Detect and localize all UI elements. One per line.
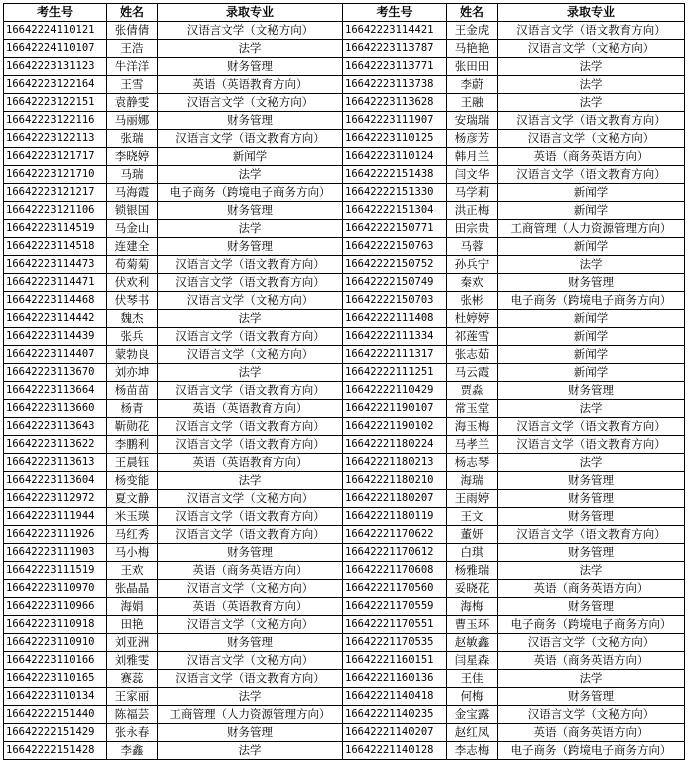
student-name-cell: 马小梅 (107, 544, 158, 562)
table-row (4, 256, 685, 274)
student-name-cell: 马蓉 (447, 238, 498, 256)
exam-id-cell: 16642221170559 (343, 598, 447, 616)
student-name-cell: 王融 (447, 94, 498, 112)
major-cell: 汉语言文学（文秘方向） (158, 616, 343, 634)
exam-id-cell: 16642222151428 (4, 742, 107, 760)
header-exam-id-right: 考生号 (343, 4, 447, 22)
student-name-cell: 王雪 (107, 76, 158, 94)
major-cell: 汉语言文学（语文教育方向） (498, 112, 685, 130)
major-cell: 汉语言文学（文秘方向） (158, 580, 343, 598)
exam-id-cell: 16642223110918 (4, 616, 107, 634)
exam-id-cell: 16642223110125 (343, 130, 447, 148)
major-cell: 财务管理 (158, 724, 343, 742)
exam-id-cell: 16642222150752 (343, 256, 447, 274)
student-name-cell: 刘雅雯 (107, 652, 158, 670)
student-name-cell: 王家丽 (107, 688, 158, 706)
major-cell: 电子商务（跨境电子商务方向） (498, 616, 685, 634)
student-name-cell: 常玉堂 (447, 400, 498, 418)
exam-id-cell: 16642221180119 (343, 508, 447, 526)
student-name-cell: 孙兵宁 (447, 256, 498, 274)
student-name-cell: 白琪 (447, 544, 498, 562)
exam-id-cell: 16642223111903 (4, 544, 107, 562)
student-name-cell: 刘亚洲 (107, 634, 158, 652)
exam-id-cell: 16642222110429 (343, 382, 447, 400)
student-name-cell: 金宝露 (447, 706, 498, 724)
major-cell: 法学 (498, 58, 685, 76)
student-name-cell: 张晶晶 (107, 580, 158, 598)
major-cell: 汉语言文学（文秘方向） (158, 346, 343, 364)
major-cell: 汉语言文学（文秘方向） (498, 40, 685, 58)
exam-id-cell: 16642222151429 (4, 724, 107, 742)
table-row (4, 454, 685, 472)
student-name-cell: 王金虎 (447, 22, 498, 40)
student-name-cell: 海玉梅 (447, 418, 498, 436)
exam-id-cell: 16642222150763 (343, 238, 447, 256)
exam-id-cell: 16642223122151 (4, 94, 107, 112)
major-cell: 汉语言文学（语文教育方向） (158, 526, 343, 544)
major-cell: 汉语言文学（语文教育方向） (158, 274, 343, 292)
major-cell: 财务管理 (498, 598, 685, 616)
student-name-cell: 赛蕊 (107, 670, 158, 688)
header-name-left: 姓名 (107, 4, 158, 22)
student-name-cell: 杨雅瑞 (447, 562, 498, 580)
exam-id-cell: 16642223113628 (343, 94, 447, 112)
major-cell: 汉语言文学（文秘方向） (158, 490, 343, 508)
major-cell: 汉语言文学（语文教育方向） (498, 166, 685, 184)
major-cell: 新闻学 (498, 184, 685, 202)
major-cell: 法学 (498, 670, 685, 688)
major-cell: 英语（商务英语方向） (158, 562, 343, 580)
student-name-cell: 靳勋花 (107, 418, 158, 436)
exam-id-cell: 16642223114468 (4, 292, 107, 310)
student-name-cell: 安瑞瑞 (447, 112, 498, 130)
exam-id-cell: 16642223113604 (4, 472, 107, 490)
student-name-cell: 董妍 (447, 526, 498, 544)
table-row (4, 490, 685, 508)
exam-id-cell: 16642223113660 (4, 400, 107, 418)
table-row (4, 544, 685, 562)
major-cell: 汉语言文学（语文教育方向） (158, 670, 343, 688)
major-cell: 财务管理 (498, 544, 685, 562)
major-cell: 法学 (158, 688, 343, 706)
student-name-cell: 连建全 (107, 238, 158, 256)
major-cell: 财务管理 (158, 202, 343, 220)
major-cell: 汉语言文学（语文教育方向） (498, 526, 685, 544)
student-name-cell: 马海霞 (107, 184, 158, 202)
exam-id-cell: 16642222151304 (343, 202, 447, 220)
student-name-cell: 杨苗苗 (107, 382, 158, 400)
table-row (4, 742, 685, 760)
exam-id-cell: 16642223114473 (4, 256, 107, 274)
exam-id-cell: 16642223111926 (4, 526, 107, 544)
exam-id-cell: 16642223113787 (343, 40, 447, 58)
major-cell: 工商管理（人力资源管理方向） (158, 706, 343, 724)
exam-id-cell: 16642222151440 (4, 706, 107, 724)
exam-id-cell: 16642223110966 (4, 598, 107, 616)
header-major-left: 录取专业 (158, 4, 343, 22)
major-cell: 英语（商务英语方向） (498, 148, 685, 166)
student-name-cell: 苟菊菊 (107, 256, 158, 274)
student-name-cell: 海娟 (107, 598, 158, 616)
exam-id-cell: 16642221190102 (343, 418, 447, 436)
exam-id-cell: 16642221180213 (343, 454, 447, 472)
major-cell: 财务管理 (158, 238, 343, 256)
student-name-cell: 李蔚 (447, 76, 498, 94)
table-row (4, 238, 685, 256)
major-cell: 财务管理 (158, 544, 343, 562)
exam-id-cell: 16642223110124 (343, 148, 447, 166)
student-name-cell: 李晓婷 (107, 148, 158, 166)
table-row (4, 184, 685, 202)
table-row (4, 652, 685, 670)
exam-id-cell: 16642223122164 (4, 76, 107, 94)
major-cell: 法学 (158, 166, 343, 184)
student-name-cell: 马学莉 (447, 184, 498, 202)
student-name-cell: 魏杰 (107, 310, 158, 328)
table-row (4, 94, 685, 112)
major-cell: 汉语言文学（语文教育方向） (158, 328, 343, 346)
student-name-cell: 赵红凤 (447, 724, 498, 742)
table-row (4, 220, 685, 238)
major-cell: 法学 (498, 400, 685, 418)
major-cell: 英语（商务英语方向） (498, 580, 685, 598)
table-row (4, 274, 685, 292)
major-cell: 财务管理 (158, 634, 343, 652)
major-cell: 新闻学 (498, 346, 685, 364)
student-name-cell: 何梅 (447, 688, 498, 706)
exam-id-cell: 16642223113771 (343, 58, 447, 76)
student-name-cell: 杨彦芳 (447, 130, 498, 148)
exam-id-cell: 16642221170612 (343, 544, 447, 562)
table-row (4, 688, 685, 706)
student-name-cell: 秦欢 (447, 274, 498, 292)
student-name-cell: 王雨婷 (447, 490, 498, 508)
exam-id-cell: 16642222150703 (343, 292, 447, 310)
student-name-cell: 马云霞 (447, 364, 498, 382)
student-name-cell: 张倩倩 (107, 22, 158, 40)
exam-id-cell: 16642222111334 (343, 328, 447, 346)
major-cell: 法学 (158, 472, 343, 490)
exam-id-cell: 16642222150749 (343, 274, 447, 292)
exam-id-cell: 16642223110134 (4, 688, 107, 706)
major-cell: 法学 (158, 220, 343, 238)
table-row (4, 436, 685, 454)
table-row (4, 616, 685, 634)
student-name-cell: 夏文静 (107, 490, 158, 508)
student-name-cell: 贾淼 (447, 382, 498, 400)
student-name-cell: 杜婷婷 (447, 310, 498, 328)
major-cell: 英语（英语教育方向） (158, 598, 343, 616)
major-cell: 法学 (158, 310, 343, 328)
exam-id-cell: 16642221190107 (343, 400, 447, 418)
student-name-cell: 王欢 (107, 562, 158, 580)
table-row (4, 508, 685, 526)
major-cell: 财务管理 (498, 472, 685, 490)
major-cell: 法学 (498, 94, 685, 112)
table-row (4, 22, 685, 40)
student-name-cell: 陈福芸 (107, 706, 158, 724)
major-cell: 汉语言文学（文秘方向） (498, 634, 685, 652)
student-name-cell: 米玉瑛 (107, 508, 158, 526)
table-row (4, 364, 685, 382)
major-cell: 汉语言文学（语文教育方向） (158, 508, 343, 526)
header-major-right: 录取专业 (498, 4, 685, 22)
header-exam-id-left: 考生号 (4, 4, 107, 22)
student-name-cell: 妥晓花 (447, 580, 498, 598)
exam-id-cell: 16642223122116 (4, 112, 107, 130)
student-name-cell: 闫星森 (447, 652, 498, 670)
table-row (4, 634, 685, 652)
major-cell: 新闻学 (158, 148, 343, 166)
student-name-cell: 李志梅 (447, 742, 498, 760)
exam-id-cell: 16642222111251 (343, 364, 447, 382)
major-cell: 汉语言文学（语文教育方向） (498, 436, 685, 454)
student-name-cell: 马红秀 (107, 526, 158, 544)
exam-id-cell: 16642223113664 (4, 382, 107, 400)
table-row (4, 598, 685, 616)
header-row (4, 4, 685, 22)
exam-id-cell: 16642221170560 (343, 580, 447, 598)
exam-id-cell: 16642221170551 (343, 616, 447, 634)
header-name-right: 姓名 (447, 4, 498, 22)
exam-id-cell: 16642222111408 (343, 310, 447, 328)
exam-id-cell: 16642223112972 (4, 490, 107, 508)
major-cell: 法学 (498, 562, 685, 580)
exam-id-cell: 16642223121217 (4, 184, 107, 202)
major-cell: 电子商务（跨境电子商务方向） (158, 184, 343, 202)
major-cell: 法学 (158, 40, 343, 58)
major-cell: 法学 (498, 454, 685, 472)
major-cell: 财务管理 (158, 58, 343, 76)
student-name-cell: 海瑞 (447, 472, 498, 490)
student-name-cell: 马丽娜 (107, 112, 158, 130)
major-cell: 英语（商务英语方向） (498, 724, 685, 742)
exam-id-cell: 16642223114519 (4, 220, 107, 238)
major-cell: 汉语言文学（文秘方向） (158, 292, 343, 310)
student-name-cell: 蒙勃良 (107, 346, 158, 364)
student-name-cell: 李鑫 (107, 742, 158, 760)
student-name-cell: 杨志琴 (447, 454, 498, 472)
exam-id-cell: 16642222111317 (343, 346, 447, 364)
major-cell: 汉语言文学（文秘方向） (158, 652, 343, 670)
student-name-cell: 李鹏利 (107, 436, 158, 454)
student-name-cell: 曹玉环 (447, 616, 498, 634)
table-row (4, 166, 685, 184)
student-name-cell: 祁莲雪 (447, 328, 498, 346)
exam-id-cell: 16642223110970 (4, 580, 107, 598)
exam-id-cell: 16642223113613 (4, 454, 107, 472)
major-cell: 新闻学 (498, 328, 685, 346)
exam-id-cell: 16642221140235 (343, 706, 447, 724)
major-cell: 汉语言文学（文秘方向） (158, 22, 343, 40)
table-row (4, 562, 685, 580)
major-cell: 财务管理 (498, 688, 685, 706)
student-name-cell: 张彬 (447, 292, 498, 310)
major-cell: 法学 (158, 742, 343, 760)
exam-id-cell: 16642221160136 (343, 670, 447, 688)
exam-id-cell: 16642223113622 (4, 436, 107, 454)
exam-id-cell: 16642221170608 (343, 562, 447, 580)
major-cell: 汉语言文学（语文教育方向） (158, 256, 343, 274)
admission-table (3, 3, 685, 760)
student-name-cell: 张志茹 (447, 346, 498, 364)
student-name-cell: 牛洋洋 (107, 58, 158, 76)
exam-id-cell: 16642221140418 (343, 688, 447, 706)
student-name-cell: 袁静雯 (107, 94, 158, 112)
table-row (4, 76, 685, 94)
student-name-cell: 张永春 (107, 724, 158, 742)
major-cell: 英语（英语教育方向） (158, 454, 343, 472)
table-row (4, 526, 685, 544)
exam-id-cell: 16642223114421 (343, 22, 447, 40)
exam-id-cell: 16642223121710 (4, 166, 107, 184)
exam-id-cell: 16642222151438 (343, 166, 447, 184)
major-cell: 法学 (158, 364, 343, 382)
exam-id-cell: 16642224110121 (4, 22, 107, 40)
major-cell: 汉语言文学（文秘方向） (158, 94, 343, 112)
student-name-cell: 锁银国 (107, 202, 158, 220)
exam-id-cell: 16642223110910 (4, 634, 107, 652)
major-cell: 汉语言文学（语文教育方向） (158, 436, 343, 454)
exam-id-cell: 16642223111519 (4, 562, 107, 580)
exam-id-cell: 16642221160151 (343, 652, 447, 670)
exam-id-cell: 16642221140207 (343, 724, 447, 742)
major-cell: 汉语言文学（语文教育方向） (498, 22, 685, 40)
table-row (4, 418, 685, 436)
student-name-cell: 伏琴书 (107, 292, 158, 310)
student-name-cell: 马瑞 (107, 166, 158, 184)
student-name-cell: 王佳 (447, 670, 498, 688)
major-cell: 英语（英语教育方向） (158, 76, 343, 94)
table-row (4, 328, 685, 346)
table-row (4, 670, 685, 688)
student-name-cell: 伏欢利 (107, 274, 158, 292)
exam-id-cell: 16642223113643 (4, 418, 107, 436)
student-name-cell: 张田田 (447, 58, 498, 76)
major-cell: 英语（商务英语方向） (498, 652, 685, 670)
exam-id-cell: 16642223114407 (4, 346, 107, 364)
exam-id-cell: 16642223113738 (343, 76, 447, 94)
student-name-cell: 田宗贵 (447, 220, 498, 238)
table-row (4, 130, 685, 148)
table-row (4, 112, 685, 130)
major-cell: 汉语言文学（语文教育方向） (158, 382, 343, 400)
major-cell: 财务管理 (498, 382, 685, 400)
exam-id-cell: 16642221170622 (343, 526, 447, 544)
exam-id-cell: 16642223111907 (343, 112, 447, 130)
exam-id-cell: 16642223114439 (4, 328, 107, 346)
major-cell: 汉语言文学（语文教育方向） (498, 418, 685, 436)
exam-id-cell: 16642221180224 (343, 436, 447, 454)
exam-id-cell: 16642221140128 (343, 742, 447, 760)
major-cell: 电子商务（跨境电子商务方向） (498, 742, 685, 760)
table-row (4, 202, 685, 220)
student-name-cell: 田艳 (107, 616, 158, 634)
major-cell: 法学 (498, 76, 685, 94)
major-cell: 汉语言文学（语文教育方向） (158, 418, 343, 436)
student-name-cell: 张兵 (107, 328, 158, 346)
major-cell: 法学 (498, 256, 685, 274)
exam-id-cell: 16642222150771 (343, 220, 447, 238)
student-name-cell: 洪正梅 (447, 202, 498, 220)
exam-id-cell: 16642223121717 (4, 148, 107, 166)
exam-id-cell: 16642223122113 (4, 130, 107, 148)
exam-id-cell: 16642223113670 (4, 364, 107, 382)
table-row (4, 706, 685, 724)
student-name-cell: 杨青 (107, 400, 158, 418)
student-name-cell: 闫文华 (447, 166, 498, 184)
student-name-cell: 杨变能 (107, 472, 158, 490)
table-row (4, 724, 685, 742)
major-cell: 新闻学 (498, 238, 685, 256)
table-row (4, 346, 685, 364)
exam-id-cell: 16642223110166 (4, 652, 107, 670)
major-cell: 汉语言文学（语文教育方向） (158, 130, 343, 148)
student-name-cell: 王浩 (107, 40, 158, 58)
major-cell: 财务管理 (498, 490, 685, 508)
major-cell: 工商管理（人力资源管理方向） (498, 220, 685, 238)
major-cell: 财务管理 (498, 274, 685, 292)
exam-id-cell: 16642221180210 (343, 472, 447, 490)
exam-id-cell: 16642221180207 (343, 490, 447, 508)
table-row (4, 148, 685, 166)
table-row (4, 400, 685, 418)
major-cell: 英语（英语教育方向） (158, 400, 343, 418)
exam-id-cell: 16642223114518 (4, 238, 107, 256)
exam-id-cell: 16642223121106 (4, 202, 107, 220)
major-cell: 汉语言文学（文秘方向） (498, 130, 685, 148)
exam-id-cell: 16642223114442 (4, 310, 107, 328)
exam-id-cell: 16642224110107 (4, 40, 107, 58)
table-row (4, 58, 685, 76)
exam-id-cell: 16642222151330 (343, 184, 447, 202)
student-name-cell: 韩月兰 (447, 148, 498, 166)
table-row (4, 292, 685, 310)
major-cell: 电子商务（跨境电子商务方向） (498, 292, 685, 310)
major-cell: 新闻学 (498, 202, 685, 220)
major-cell: 新闻学 (498, 364, 685, 382)
major-cell: 财务管理 (498, 508, 685, 526)
exam-id-cell: 16642223110165 (4, 670, 107, 688)
table-row (4, 40, 685, 58)
student-name-cell: 马金山 (107, 220, 158, 238)
student-name-cell: 刘亦坤 (107, 364, 158, 382)
exam-id-cell: 16642223111944 (4, 508, 107, 526)
table-row (4, 382, 685, 400)
exam-id-cell: 16642221170535 (343, 634, 447, 652)
student-name-cell: 王文 (447, 508, 498, 526)
exam-id-cell: 16642223131123 (4, 58, 107, 76)
major-cell: 新闻学 (498, 310, 685, 328)
table-row (4, 580, 685, 598)
student-name-cell: 王晨钰 (107, 454, 158, 472)
table-row (4, 310, 685, 328)
student-name-cell: 马艳艳 (447, 40, 498, 58)
major-cell: 财务管理 (158, 112, 343, 130)
student-name-cell: 海梅 (447, 598, 498, 616)
student-name-cell: 马孝兰 (447, 436, 498, 454)
student-name-cell: 赵敏鑫 (447, 634, 498, 652)
exam-id-cell: 16642223114471 (4, 274, 107, 292)
major-cell: 汉语言文学（文秘方向） (498, 706, 685, 724)
student-name-cell: 张瑞 (107, 130, 158, 148)
table-body (4, 22, 685, 760)
table-row (4, 472, 685, 490)
